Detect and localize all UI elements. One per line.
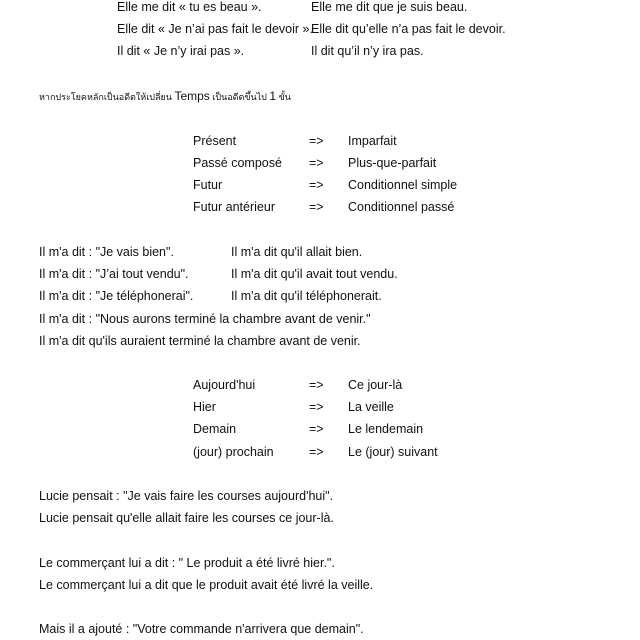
tense-example-indirect: Il m'a dit qu'il avait tout vendu. [231, 267, 398, 281]
final-example: Lucie pensait : "Je vais faire les courses aujourd'hui". [39, 489, 334, 503]
tense-to: Conditionnel simple [348, 178, 458, 192]
tense-from: Présent [193, 134, 237, 148]
tense-arrow: => [309, 156, 324, 170]
time-from: Hier [193, 400, 216, 414]
tense-to: Plus-que-parfait [348, 156, 437, 170]
rule-note-prefix: หากประโยคหลักเป็นอดีตให้เปลี่ยน [39, 92, 175, 102]
top-example-1-indirect: Elle me dit que je suis beau. [311, 0, 468, 14]
rule-note-middle: เป็นอดีตขึ้นไป [209, 92, 270, 102]
time-from: Aujourd'hui [193, 378, 256, 392]
tense-to: Imparfait [348, 134, 397, 148]
rule-note-number: 1 [269, 89, 277, 103]
tense-arrow: => [309, 178, 324, 192]
rule-note [39, 88, 291, 105]
time-arrow: => [309, 445, 324, 459]
rule-note-suffix: ขั้น [276, 92, 291, 102]
time-from: (jour) prochain [193, 445, 274, 459]
tense-arrow: => [309, 200, 324, 214]
tense-arrow: => [309, 134, 324, 148]
tense-example-direct: Il m'a dit : "Je vais bien". [39, 245, 174, 259]
time-to: La veille [348, 400, 394, 414]
time-from: Demain [193, 422, 237, 436]
tense-example-direct: Il m'a dit : "J’ai tout vendu". [39, 267, 189, 281]
top-example-2-indirect: Elle dit qu’elle n’a pas fait le devoir. [311, 22, 506, 36]
tense-from: Futur antérieur [193, 200, 275, 214]
final-example: Lucie pensait qu'elle allait faire les courses ce jour-là. [39, 511, 334, 525]
tense-from: Passé composé [193, 156, 282, 170]
time-to: Ce jour-là [348, 378, 403, 392]
top-example-3-indirect: Il dit qu’il n’y ira pas. [311, 44, 424, 58]
time-arrow: => [309, 422, 324, 436]
time-arrow: => [309, 378, 324, 392]
final-example: Le commerçant lui a dit que le produit avait été livré la veille. [39, 578, 374, 592]
final-example: Le commerçant lui a dit : " Le produit a été livré hier.". [39, 556, 335, 570]
top-example-3-direct: Il dit « Je n’y irai pas ». [117, 44, 245, 58]
tense-example-indirect: Il m'a dit qu'il téléphonerait. [231, 289, 382, 303]
top-example-1-direct: Elle me dit « tu es beau ». [117, 0, 262, 14]
rule-note-keyword: Temps [174, 89, 210, 103]
final-example: Mais il a ajouté : "Votre commande n'arrivera que demain". [39, 622, 364, 636]
tense-example-indirect: Il m'a dit qu'il allait bien. [231, 245, 363, 259]
long-example-indirect: Il m'a dit qu'ils auraient terminé la chambre avant de venir. [39, 334, 361, 348]
time-to: Le (jour) suivant [348, 445, 438, 459]
time-arrow: => [309, 400, 324, 414]
long-example-direct: Il m'a dit : "Nous aurons terminé la chambre avant de venir." [39, 312, 371, 326]
time-to: Le lendemain [348, 422, 424, 436]
tense-to: Conditionnel passé [348, 200, 455, 214]
top-example-2-direct: Elle dit « Je n’ai pas fait le devoir ». [117, 22, 313, 36]
tense-from: Futur [193, 178, 223, 192]
tense-example-direct: Il m'a dit : "Je téléphonerai". [39, 289, 194, 303]
